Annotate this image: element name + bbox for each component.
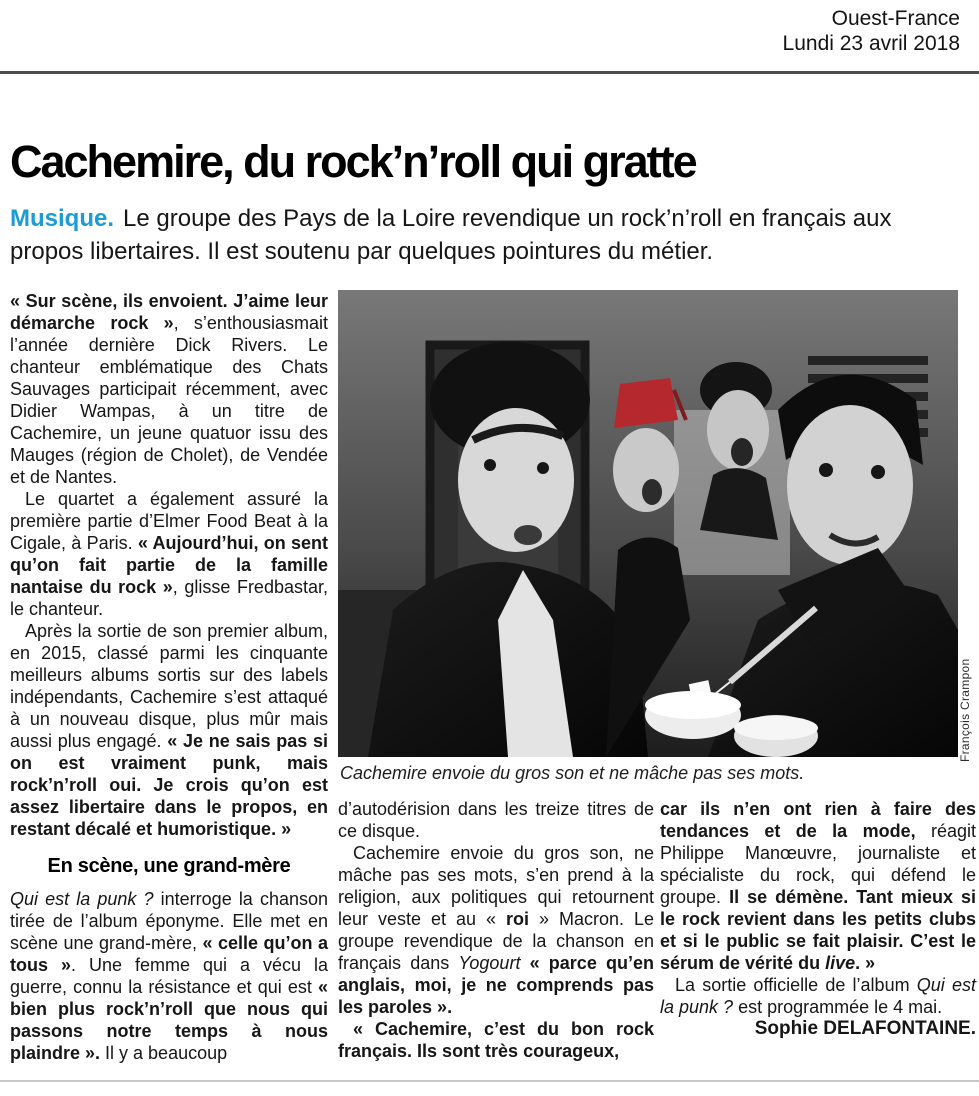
article-paragraph [10, 888, 328, 1064]
text-segment: Après la sortie de son premier album, en 2015, classé parmi les cinquante meilleurs albums sortis sur des labels indépendants, Cachemire s’est attaqué à un nouveau disque, plus mûr mais aussi plus engagé. [10, 621, 328, 751]
article-paragraph [338, 798, 654, 842]
newspaper-name: Ouest-France [831, 7, 960, 30]
article-paragraph [338, 1018, 654, 1062]
text-segment [520, 953, 529, 973]
text-segment: La sortie officielle de l’album [675, 975, 917, 995]
masthead [783, 6, 960, 56]
singer-eye-left [484, 459, 496, 471]
top-rule [0, 71, 979, 74]
article-paragraph [660, 974, 976, 1018]
text-segment: Qui est la punk ? [10, 889, 161, 909]
text-segment: » Macron. Le groupe revendique de la chanson en français dans [338, 909, 654, 973]
text-segment: , s’enthousiasmait l’année dernière Dick Rivers. Le chanteur emblématique des Chats Sauvages participait récemment, avec Didier Wampas, à un titre de Cachemire, un jeune quatuor issu des Mauges (région de Cholet), de Vendée et de Nantes. [10, 313, 328, 487]
bottom-rule [0, 1080, 979, 1082]
text-segment: « Sur scène, ils envoient. J’aime leur démarche rock » [10, 291, 328, 333]
text-segment: Le quartet a également assuré la première partie d’Elmer Food Beat à la Cigale, à Paris. [10, 489, 328, 553]
kicker: Musique. [10, 205, 115, 232]
photo-credit: François Crampon [958, 658, 972, 762]
lede-text: Le groupe des Pays de la Loire revendique un rock’n’roll en français aux propos libertaires. Il est soutenu par quelques pointures du métier. [10, 205, 892, 265]
article-headline: Cachemire, du rock’n’roll qui gratte [10, 136, 696, 187]
issue-date: Lundi 23 avril 2018 [782, 32, 960, 55]
right-eye-left [819, 463, 833, 477]
column-middle [338, 798, 654, 1062]
column-left [10, 290, 328, 1064]
text-segment: réagit Philippe Manœuvre, journaliste et spécialiste du rock, qui défend le groupe. [660, 821, 976, 907]
text-segment: d’autodérision dans les treize titres de ce disque. [338, 799, 654, 841]
article-lede [10, 202, 964, 268]
singer-eye-right [537, 462, 549, 474]
text-segment: « bien plus rock’n’roll que nous qui passons notre temps à nous plaindre ». [10, 977, 328, 1063]
section-subhead: En scène, une grand-mère [47, 855, 291, 877]
text-segment: interroge la chanson tirée de l’album éponyme. Elle met en scène une grand-mère, [10, 889, 328, 953]
text-segment: Il y a beaucoup [100, 1043, 228, 1063]
text-segment: est programmée le 4 mai. [733, 997, 943, 1017]
red-fez-hat [614, 378, 678, 428]
text-segment: . » [855, 953, 876, 973]
article-paragraph [338, 842, 654, 1018]
article-paragraph [10, 488, 328, 620]
author-signature: Sophie DELAFONTAINE. [754, 1018, 976, 1039]
text-segment: « parce qu’en anglais, moi, je ne comprends pas les paroles ». [338, 953, 654, 1017]
band-photo-placeholder [338, 290, 958, 757]
right-eye-right [871, 465, 885, 479]
bowl-left-rim [645, 691, 741, 719]
text-segment: « Aujourd’hui, on sent qu’on fait partie de la famille nantaise du rock » [10, 533, 328, 597]
text-segment: Il se démène. Tant mieux si le rock revient dans les petits clubs et si le public se fait plaisir. C’est le sérum de vérité du [660, 887, 976, 973]
text-segment: live [825, 953, 856, 973]
article-paragraph [10, 620, 328, 840]
text-segment: Qui est la punk ? [660, 975, 976, 1017]
text-segment: Cachemire envoie du gros son, ne mâche pas ses mots, s’en prend à la religion, aux politiques qui retournent leur veste et au « [338, 843, 654, 929]
article-paragraph [10, 290, 328, 488]
article-paragraph [660, 798, 976, 974]
text-segment: « Je ne sais pas si on est vraiment punk, mais rock’n’roll oui. Je crois qu’on est assez libertaire dans le propos, en restant décalé et humoristique. » [10, 731, 328, 839]
text-segment: « celle qu’on a tous » [10, 933, 328, 975]
text-segment: Yogourt [458, 953, 521, 973]
text-segment: , glisse Fredbastar, le chanteur. [10, 577, 328, 619]
article-photo [338, 290, 958, 757]
text-segment: « Cachemire, c’est du bon rock français. Ils sont très courageux, [338, 1019, 654, 1061]
fez-mouth [642, 479, 662, 505]
column-right [660, 798, 976, 1040]
text-segment: roi [505, 909, 529, 929]
photo-caption: Cachemire envoie du gros son et ne mâche pas ses mots. [340, 763, 805, 783]
text-segment: car ils n’en ont rien à faire des tendances et de la mode, [660, 799, 976, 841]
text-segment: . Une femme qui a vécu la guerre, connu la résistance et qui est [10, 955, 328, 997]
screaming-mouth [731, 438, 753, 466]
bowl-right-rim [734, 716, 818, 740]
singer-mouth [514, 525, 542, 545]
